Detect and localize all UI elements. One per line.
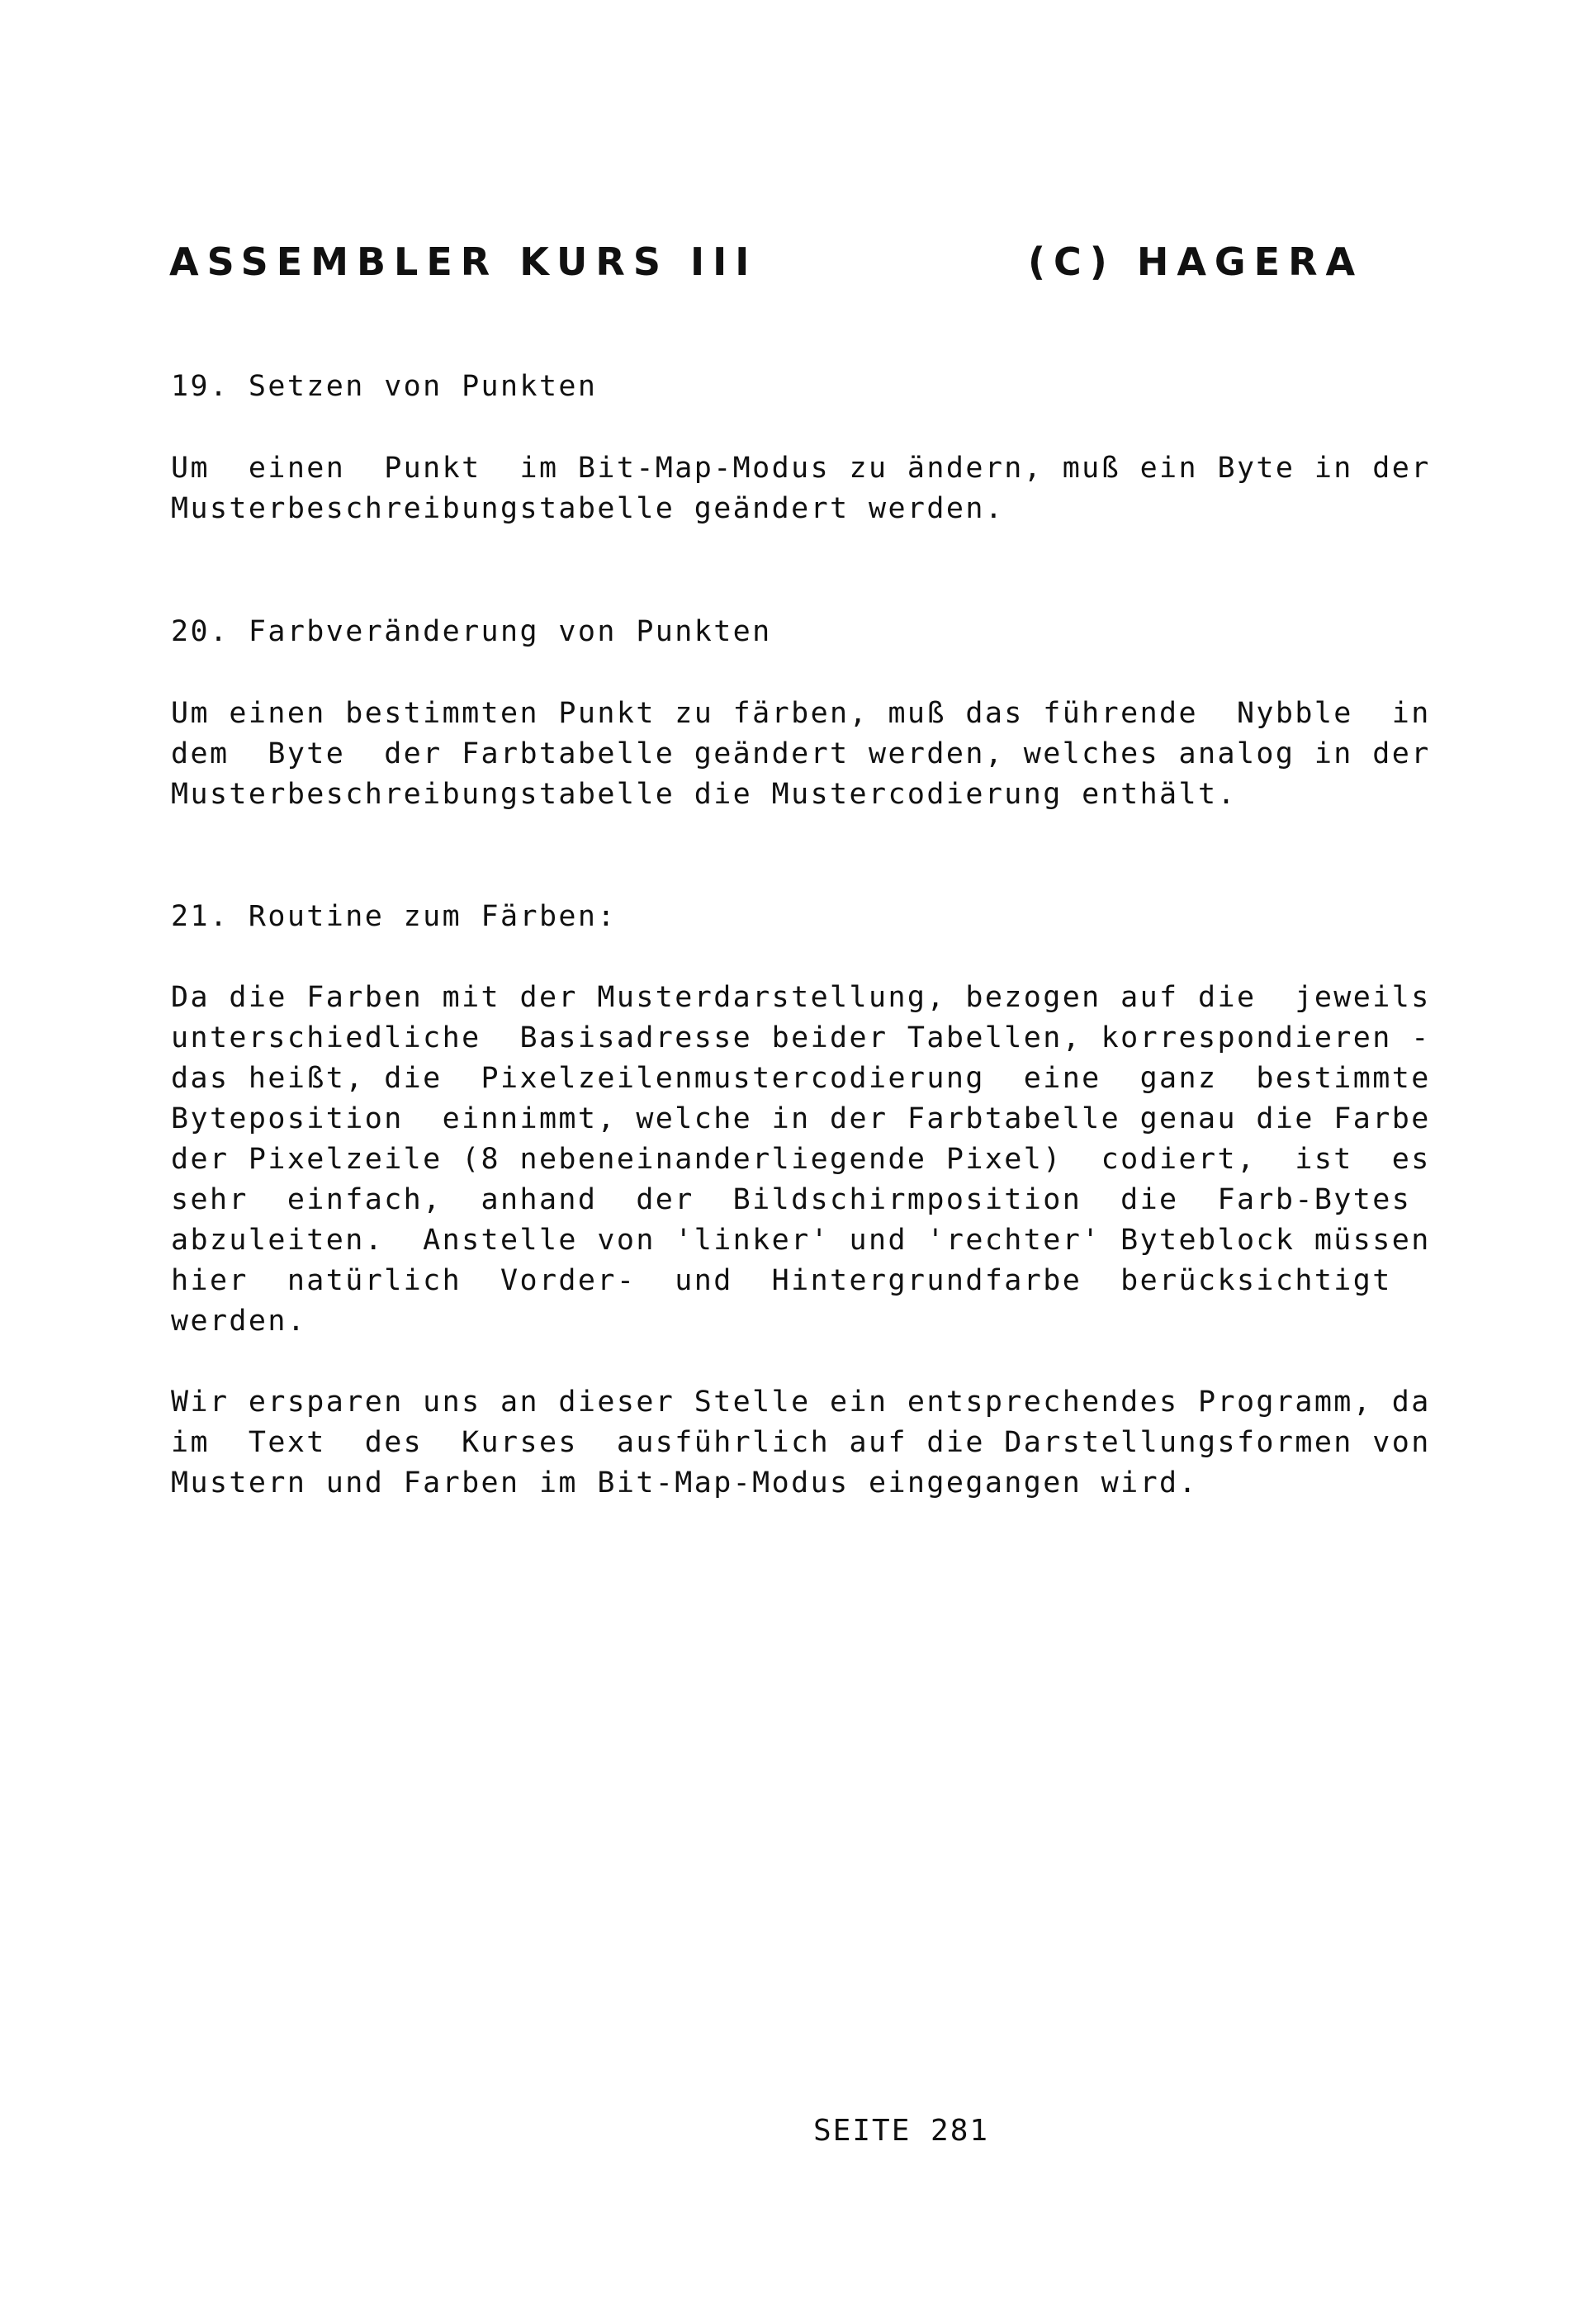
section-21-line: werden. [171,1305,307,1338]
section-20-heading: 20. Farbveränderung von Punkten [171,615,772,648]
page-number: SEITE 281 [813,2114,990,2148]
section-19-line: Musterbeschreibungstabelle geändert werden. [171,492,1005,525]
section-21-line: Byteposition einnimmt, welche in der Farbtabelle genau die Farbe [171,1102,1431,1135]
section-21-line: Wir ersparen uns an dieser Stelle ein entsprechendes Programm, da [171,1386,1431,1419]
section-20-line: Musterbeschreibungstabelle die Mustercodierung enthält. [171,778,1237,811]
section-21-line: der Pixelzeile (8 nebeneinanderliegende Pixel) codiert, ist es [171,1143,1431,1176]
course-title: ASSEMBLER KURS III [169,239,758,284]
section-21-line: Da die Farben mit der Musterdarstellung, bezogen auf die jeweils [171,981,1431,1014]
section-21-line: sehr einfach, anhand der Bildschirmposition die Farb-Bytes [171,1183,1412,1216]
section-21-line: hier natürlich Vorder- und Hintergrundfarbe berücksichtigt [171,1264,1392,1297]
section-21-line: das heißt, die Pixelzeilenmustercodierung eine ganz bestimmte [171,1062,1431,1095]
section-21-heading: 21. Routine zum Färben: [171,900,617,933]
section-20-line: Um einen bestimmten Punkt zu färben, muß das führende Nybble in [171,697,1431,730]
section-21-line: im Text des Kurses ausführlich auf die Darstellungsformen von [171,1426,1431,1459]
copyright-notice: (C) HAGERA [1028,239,1364,284]
section-20-line: dem Byte der Farbtabelle geändert werden, welches analog in der [171,737,1431,770]
section-19-heading: 19. Setzen von Punkten [171,370,598,403]
section-21-line: unterschiedliche Basisadresse beider Tabellen, korrespondieren - [171,1021,1431,1054]
section-21-line: abzuleiten. Anstelle von 'linker' und 'rechter' Byteblock müssen [171,1224,1431,1257]
section-21-line: Mustern und Farben im Bit-Map-Modus eingegangen wird. [171,1466,1199,1499]
section-19-line: Um einen Punkt im Bit-Map-Modus zu ändern, muß ein Byte in der [171,452,1431,485]
page-header [169,239,1441,289]
